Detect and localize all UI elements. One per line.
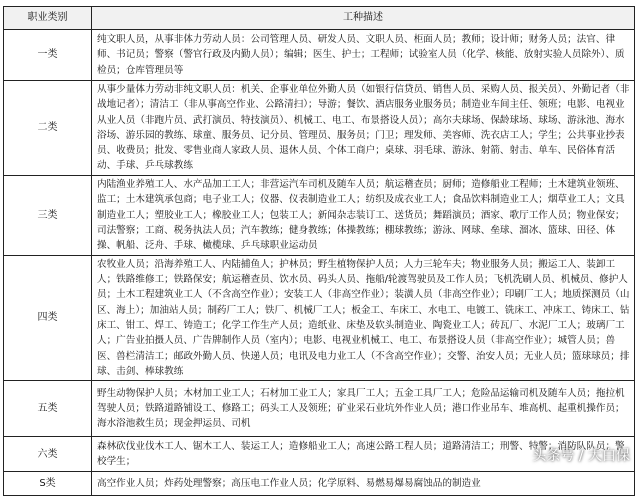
category-cell: 四类 bbox=[4, 255, 92, 380]
occupation-class-table bbox=[3, 6, 635, 496]
header-occupation-category: 职业类别 bbox=[4, 7, 92, 30]
source-watermark: 头条号 / 大白保 bbox=[532, 448, 630, 464]
category-cell: 一类 bbox=[4, 30, 92, 81]
table-row bbox=[4, 175, 635, 255]
category-cell: 三类 bbox=[4, 175, 92, 255]
description-cell: 纯文职人员，从事非体力劳动人员：公司管理人员、研发人员、文职人员、柜面人员；教师；设计师；财务人员；法官、律师、书记员；警察（警官行政及内勤人员）；编辑；医生、护士；工程师；试验室人员（化学、核能、放射实验人员除外）、质检员；仓库管理员等 bbox=[92, 30, 635, 81]
category-cell: S类 bbox=[4, 472, 92, 496]
table-row bbox=[4, 255, 635, 380]
description-cell: 森林砍伐业伐木工人、锯木工人、装运工人；造修船业工人；高速公路工程人员；道路清洁工；刑警、特警；消防队队员；警校学生； bbox=[92, 437, 635, 472]
description-cell: 内陆渔业养殖工人、水产品加工工人；非营运汽车司机及随车人员；航运稽查员；厨师；造修船业工程师；土木建筑业领班、监工；土木建筑承包商；电子业工人；仪器、仪表制造业工人；纺织及成衣业工人；食品饮料制造业工人；烟草业工人；文具制造业工人；塑胶业工人；橡胶业工人；包装工人；新闻杂志装订工、送货员；舞蹈演员；酒家、歌厅工作人员；物业保安；司法警察；工商、税务执法人员；汽车教练；健身教练；体操教练；棚球教练；游泳、网球、垒球、溜冰、篮球、田径、体操、帆船、泛舟、手球、橄榄球、乒乓球职业运动员 bbox=[92, 175, 635, 255]
table-header-row bbox=[4, 7, 635, 30]
table-row bbox=[4, 472, 635, 496]
header-job-description: 工种描述 bbox=[92, 7, 635, 30]
category-cell: 二类 bbox=[4, 81, 92, 176]
table-row bbox=[4, 381, 635, 437]
table-row bbox=[4, 30, 635, 81]
description-cell: 从事少量体力劳动非纯文职人员：机关、企事业单位外勤人员（如银行信贷员、销售人员、采购人员、报关员）、外勤记者（非战地记者）；清洁工（非从事高空作业、公路清扫）；导游；餐饮、酒店服务业服务员；制造业车间主任、领班；电影、电视业从业人员（非跑片员、武打演员、特技演员）、机械工、电工、布景搭设人员）；高尔夫球场、保龄球场、球场、游泳池、海水浴场、游乐园的教练、球童、服务员、记分员、管理员、服务员；门卫；理发师、美容师、洗衣店工人；学生；公共事业抄表员、收费员；批发、零售业商人家政人员、退休人员、个体工商户；桌球、羽毛球、游泳、射箭、射击、单车、民俗体育活动、手球、乒乓球教练 bbox=[92, 81, 635, 176]
category-cell: 五类 bbox=[4, 381, 92, 437]
description-cell: 野生动物保护人员；木材加工业工人；石材加工业工人；家具厂工人；五金工具厂工人；危险品运输司机及随车人员；拖拉机驾驶人员；铁路道路铺设工、修路工；码头工人及领班；矿业采石业坑外作业人员；港口作业吊车、堆高机、起重机操作员；海水浴池救生员；现金押运员、司机 bbox=[92, 381, 635, 437]
table-row bbox=[4, 81, 635, 176]
description-cell: 农牧业人员；沿海养殖工人、内陆捕鱼人；护林员；野生植物保护人员；人力三轮车夫；物业服务人员；搬运工人、装卸工人；铁路维修工；铁路保安；航运稽查员、饮水员、码头人员、拖船/轮渡驾驶员及工作人员；飞机洗刷人员、机械员、修护人员；土木工程建筑业工人（不含高空作业）；安装工人（非高空作业）；装潢人员（非高空作业）；印刷厂工人；地质探测员（山区、海上）；加油站人员；制药厂工人；铁厂、机械厂工人；板金工、车床工、水电工、电镀工、铣床工、冲床工、铸床工、钻床工、钳工、焊工、铸造工；化学工作生产人员；造纸业、床垫及软头制造业、陶瓷业工人；砖瓦厂、水泥厂工人；玻璃厂工人；广告业拍摄人员、广告牌制作人员（室内）；电影、电视业机械工、电工、布景搭设人员（非高空作业）；城管人员；兽医、兽栏清洁工；邮政外勤人员、快递人员；电讯及电力业工人（不含高空作业）；交警、治安人员；无业人员；篮球球员；排球、击剑、棒球教练 bbox=[92, 255, 635, 380]
description-cell: 高空作业人员；炸药处理警察；高压电工作业人员；化学原料、易燃易爆易腐蚀品的制造业 bbox=[92, 472, 635, 496]
category-cell: 六类 bbox=[4, 437, 92, 472]
